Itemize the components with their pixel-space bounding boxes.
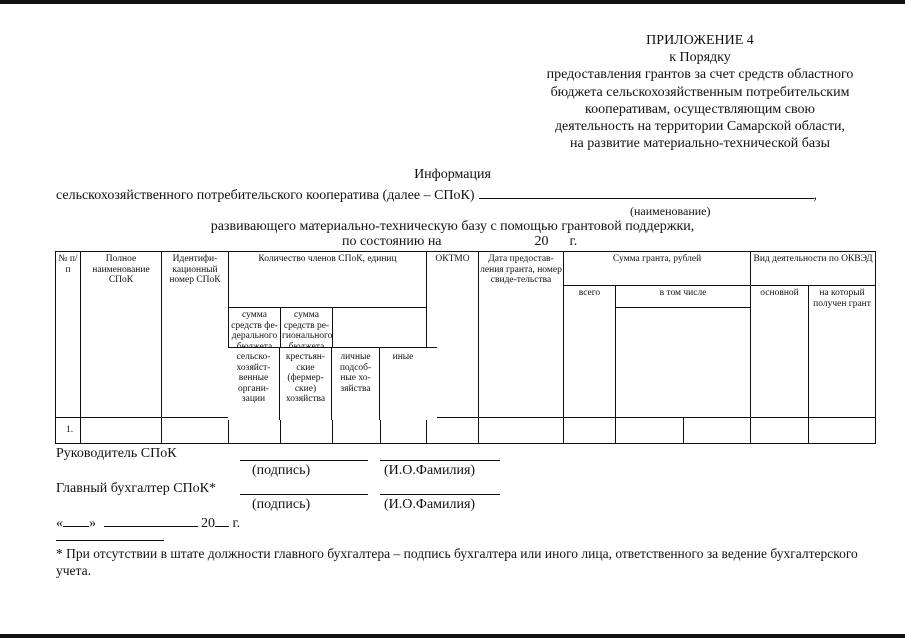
table-cell[interactable]: [479, 418, 564, 444]
appendix-line: бюджета сельскохозяйственным потребительским: [550, 84, 850, 100]
document-title: Информация: [414, 167, 491, 182]
bottom-border: [0, 634, 905, 638]
head-label: Руководитель СПоК: [56, 446, 177, 461]
header-members-count: Количество членов СПоК, единиц: [229, 252, 427, 308]
accountant-name-caption: (И.О.Фамилия): [384, 497, 476, 512]
accountant-signature-caption: (подпись): [252, 497, 311, 512]
org-line: [56, 184, 817, 204]
appendix-line: кооперативам, осуществляющим свою: [585, 101, 815, 117]
date-g: г.: [232, 516, 241, 531]
members-household-plots: личные подсоб-ные хо-зяйства: [332, 348, 380, 420]
date-open-quote: «: [56, 516, 63, 531]
table-cell[interactable]: [162, 418, 229, 444]
head-signature-caption: (подпись): [252, 463, 311, 478]
header-okved-grant: на который получен грант: [809, 286, 876, 418]
row-number: 1.: [56, 418, 81, 444]
org-name-field[interactable]: [479, 184, 814, 199]
header-oktmo: ОКТМО: [427, 252, 479, 418]
header-id-number: Идентифи-кационный номер СПоК: [162, 252, 229, 418]
header-sum-including: в том числе: [616, 286, 751, 308]
header-okved: Вид деятельности по ОКВЭД: [751, 252, 876, 286]
header-okved-main: основной: [751, 286, 809, 418]
appendix-line: деятельность на территории Самарской области,: [554, 119, 846, 135]
accountant-signature-line[interactable]: [240, 494, 368, 495]
name-caption: (наименование): [630, 204, 711, 218]
head-signature-line[interactable]: [240, 460, 368, 461]
header-sum-regional: сумма средств ре-гионального: [281, 308, 333, 418]
head-name-line[interactable]: [380, 460, 500, 461]
as-of-year: 20: [534, 234, 549, 249]
appendix-header: [520, 32, 880, 152]
date-close-quote: »: [89, 516, 96, 531]
appendix-line: на развитие материально-технической базы: [570, 136, 830, 152]
table-cell[interactable]: [427, 418, 479, 444]
head-name-caption: (И.О.Фамилия): [384, 463, 476, 478]
members-subheader: [228, 347, 437, 420]
as-of-label: по состоянию на: [342, 234, 442, 249]
development-line: развивающего материально-техническую базу с помощью грантовой поддержки,: [210, 219, 695, 234]
appendix-line: предоставления грантов за счет средств областного: [546, 67, 854, 83]
as-of-date-line: [342, 234, 577, 250]
members-farms: крестьян-ские (фермер-ские) хозяйства: [280, 348, 332, 420]
table-cell[interactable]: [281, 418, 333, 444]
day-field[interactable]: [63, 513, 89, 527]
header-sum-total: всего: [564, 286, 616, 418]
header-num: № п/п: [56, 252, 81, 418]
table-cell[interactable]: [564, 418, 616, 444]
table-cell[interactable]: [616, 418, 684, 444]
year-field[interactable]: [215, 513, 229, 527]
header-full-name: Полное наименование СПоК: [81, 252, 162, 418]
table-cell[interactable]: [809, 418, 876, 444]
table-cell[interactable]: [229, 418, 281, 444]
header-sum-federal: сумма средств фе-дерального: [229, 308, 281, 418]
table-cell[interactable]: [81, 418, 162, 444]
accountant-label: Главный бухгалтер СПоК*: [56, 481, 217, 496]
sign-date-line: [56, 513, 240, 532]
members-other: иные: [392, 352, 414, 362]
footnote-rule: [56, 540, 164, 541]
appendix-line: ПРИЛОЖЕНИЕ 4: [646, 33, 754, 48]
table-cell[interactable]: [684, 418, 751, 444]
appendix-line: к Порядку: [669, 50, 731, 66]
accountant-name-line[interactable]: [380, 494, 500, 495]
as-of-g: г.: [569, 234, 578, 249]
header-grant-sum: Сумма гранта, рублей: [564, 252, 751, 286]
table-cell[interactable]: [751, 418, 809, 444]
date-year: 20: [201, 516, 215, 531]
top-border: [0, 0, 905, 4]
footnote: * При отсутствии в штате должности главного бухгалтера – подпись бухгалтера или иного лица, ответственного за ведение бухгалтерского учета.: [56, 546, 858, 578]
month-field[interactable]: [104, 513, 198, 527]
header-grant-date: Дата предостав-ления гранта, номер свиде-тельства: [479, 252, 564, 418]
table-cell[interactable]: [333, 418, 381, 444]
grant-info-table: [55, 251, 876, 444]
table-cell[interactable]: [381, 418, 427, 444]
org-line-text: сельскохозяйственного потребительского кооператива (далее – СПоК): [56, 188, 475, 203]
members-agri-orgs: сельско-хозяйст-венные органи-зации: [228, 348, 280, 420]
org-line-comma: ,: [813, 188, 818, 203]
